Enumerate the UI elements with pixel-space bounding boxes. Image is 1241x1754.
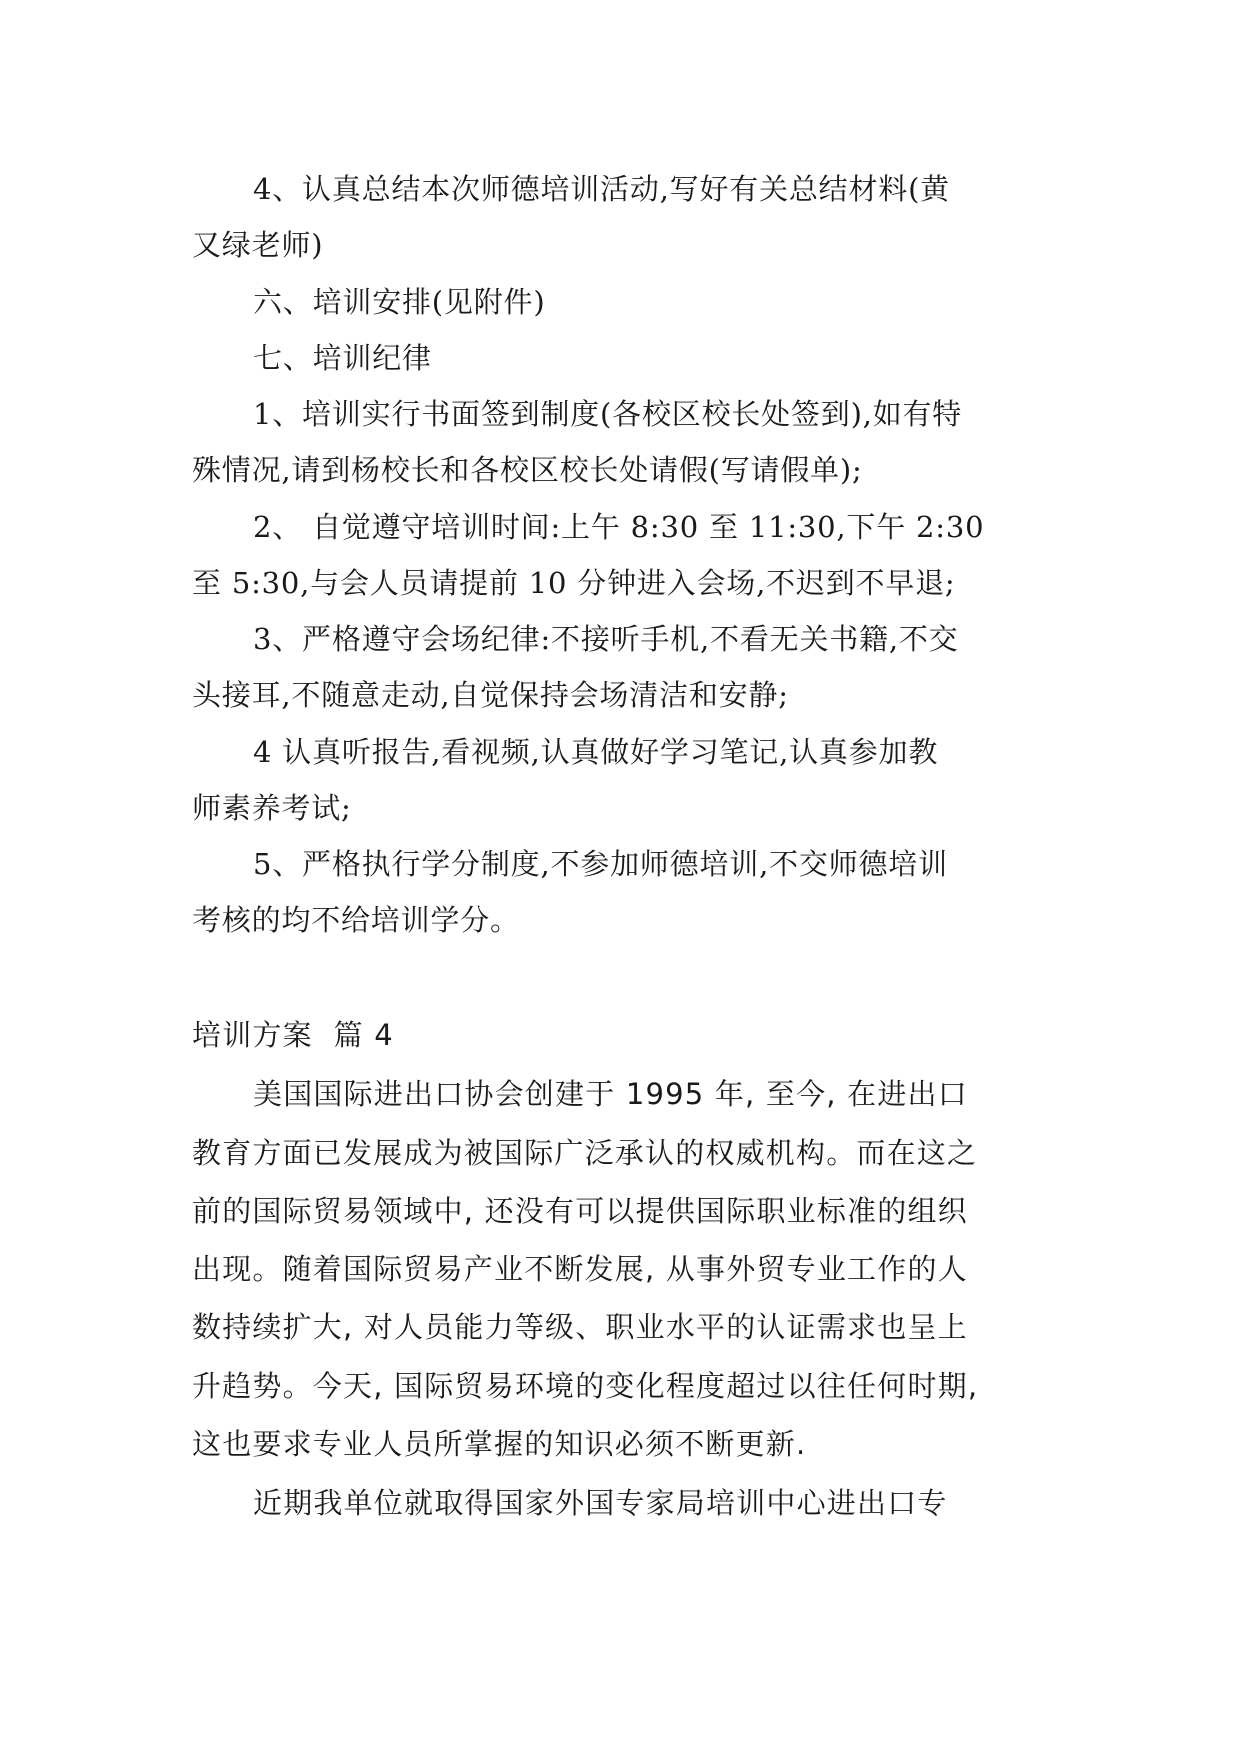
rule4-line2: 师素养考试;: [192, 791, 352, 825]
plan4-para2-line1: 近期我单位就取得国家外国专家局培训中心进出口专: [253, 1486, 948, 1520]
rule3-line1: 3、严格遵守会场纪律:不接听手机,不看无关书籍,不交: [253, 622, 959, 656]
rule2-line2: 至 5:30,与会人员请提前 10 分钟进入会场,不迟到不早退;: [192, 566, 956, 600]
rule5-line2: 考核的均不给培训学分。: [192, 903, 520, 937]
item4-line1: 4、认真总结本次师德培训活动,写好有关总结材料(黄: [253, 172, 950, 206]
rule1-line2: 殊情况,请到杨校长和各校区校长处请假(写请假单);: [192, 453, 863, 487]
rule5-line1: 5、严格执行学分制度,不参加师德培训,不交师德培训: [253, 847, 948, 881]
section-six-heading: 六、培训安排(见附件): [253, 285, 546, 319]
plan4-para1-line2: 教育方面已发展成为被国际广泛承认的权威机构。而在这之: [192, 1136, 978, 1170]
plan4-para1-line3: 前的国际贸易领域中, 还没有可以提供国际职业标准的组织: [192, 1194, 968, 1228]
plan4-para1-line7: 这也要求专业人员所掌握的知识必须不断更新.: [192, 1427, 807, 1461]
rule1-line1: 1、培训实行书面签到制度(各校区校长处签到),如有特: [253, 397, 963, 431]
plan4-para1-line1: 美国国际进出口协会创建于 1995 年, 至今, 在进出口: [253, 1077, 968, 1111]
plan4-para1-line4: 出现。随着国际贸易产业不断发展, 从事外贸专业工作的人: [192, 1252, 968, 1286]
rule3-line2: 头接耳,不随意走动,自觉保持会场清洁和安静;: [192, 678, 789, 712]
rule4-line1: 4 认真听报告,看视频,认真做好学习笔记,认真参加教: [253, 735, 939, 769]
rule2-line1: 2、 自觉遵守培训时间:上午 8:30 至 11:30,下午 2:30: [253, 510, 985, 544]
plan4-title: 培训方案 篇 4: [192, 1018, 394, 1052]
item4-line2: 又绿老师): [192, 228, 324, 262]
plan4-para1-line6: 升趋势。今天, 国际贸易环境的变化程度超过以往任何时期,: [192, 1369, 979, 1403]
plan4-para1-line5: 数持续扩大, 对人员能力等级、职业水平的认证需求也呈上: [192, 1310, 968, 1344]
section-seven-heading: 七、培训纪律: [253, 341, 432, 375]
